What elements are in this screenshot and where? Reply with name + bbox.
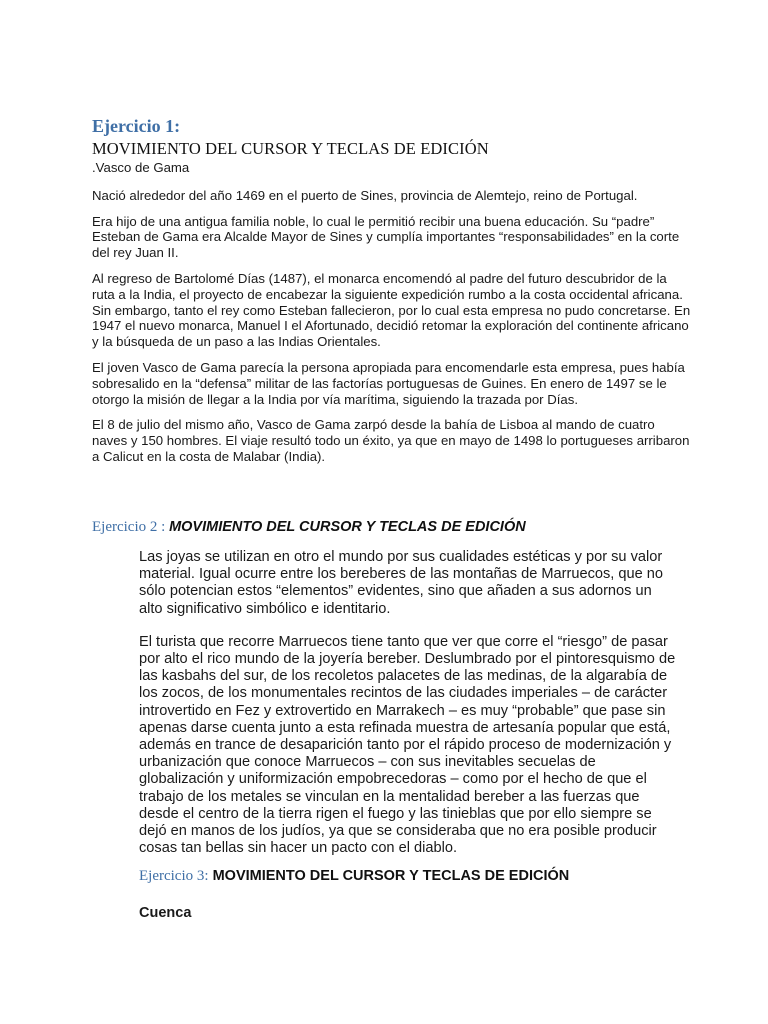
exercise-2-title: MOVIMIENTO DEL CURSOR Y TECLAS DE EDICIÓN (169, 519, 526, 535)
exercise-3-title: MOVIMIENTO DEL CURSOR Y TECLAS DE EDICIÓN (208, 868, 570, 884)
exercise-2-paragraph: El turista que recorre Marruecos tiene tanto que ver que corre el “riesgo” de pasar por alto el rico mundo de la joyería bereber. Deslumbrado por el pintoresquismo de las kasbahs del sur, de los recoletos palacetes de las medinas, de la algarabía de los zocos, de los monumentales recintos de las ciudades imperiales – de carácter introvertido en Fez y extrovertido en Marrakech – es muy “probable” que pase sin apenas darse cuenta junto a esta refinada muestra de artesanía popular que está, además en trance de desaparición tanto por el rápido proceso de modernización y urbanización que conoce Marruecos – con sus inevitables secuelas de globalización y uniformización empobrecedoras – como por el hecho de que el trabajo de los metales se vinculan en la mentalidad bereber a las fuerzas que desde el centro de la tierra rigen el fuego y las tinieblas que por ello siempre se dejó en manos de los judíos, ya que se consideraba que no era posible producir cosas tan bellas sin hacer un pacto con el diablo. (139, 633, 676, 857)
exercise-2-paragraph: Las joyas se utilizan en otro el mundo por sus cualidades estéticas y por su valor material. Igual ocurre entre los bereberes de las montañas de Marruecos, que no sólo potencian estos “elementos” evidentes, sino que añaden a sus adornos un alto significativo simbólico e identitario. (139, 549, 664, 617)
exercise-2-body (139, 549, 679, 857)
exercise-1-title: MOVIMIENTO DEL CURSOR Y TECLAS DE EDICIÓN (92, 139, 489, 158)
exercise-3-label: Ejercicio 3: (139, 868, 209, 884)
exercise-1-label: Ejercicio 1: (92, 116, 181, 136)
exercise-1-paragraph: Al regreso de Bartolomé Días (1487), el monarca encomendó al padre del futuro descubridor de la ruta a la India, el proyecto de encabezar la siguiente expedición rumbo a la costa occidental africana. Sin embargo, tanto el rey como Esteban fallecieron, por lo cual esta empresa no pudo concretarse. En 1947 el nuevo monarca, Manuel I el Afortunado, decidió retomar la exploración del continente africano y la búsqueda de un paso a las Indias Orientales. (92, 270, 691, 350)
exercise-1-subject: .Vasco de Gama (92, 160, 190, 175)
exercise-3-heading (139, 868, 569, 885)
exercise-1-paragraph: Era hijo de una antigua familia noble, lo cual le permitió recibir una buena educación. Su “padre” Esteban de Gama era Alcalde Mayor de Sines y cumplía importantes “responsabilidades” en la corte del rey Juan II. (92, 213, 680, 261)
exercise-1-paragraph: El 8 de julio del mismo año, Vasco de Gama zarpó desde la bahía de Lisboa al mando de cuatro naves y 150 hombres. El viaje resultó todo un éxito, ya que en mayo de 1498 lo portugueses arribaron a Calicut en la costa de Malabar (India). (92, 417, 690, 464)
exercise-1-body (92, 160, 692, 475)
exercise-2-heading (92, 519, 526, 536)
exercise-2-label: Ejercicio 2 : (92, 519, 170, 535)
exercise-3-subject: Cuenca (139, 905, 192, 921)
exercise-1-paragraph: Nació alrededor del año 1469 en el puerto de Sines, provincia de Alemtejo, reino de Portugal. (92, 187, 638, 203)
exercise-1-paragraph: El joven Vasco de Gama parecía la persona apropiada para encomendarle esta empresa, pues había sobresalido en la “defensa” militar de las factorías portuguesas de Guines. En enero de 1497 se le otorgo la misión de llegar a la India por vía marítima, siguiendo la trazada por Días. (92, 359, 685, 407)
